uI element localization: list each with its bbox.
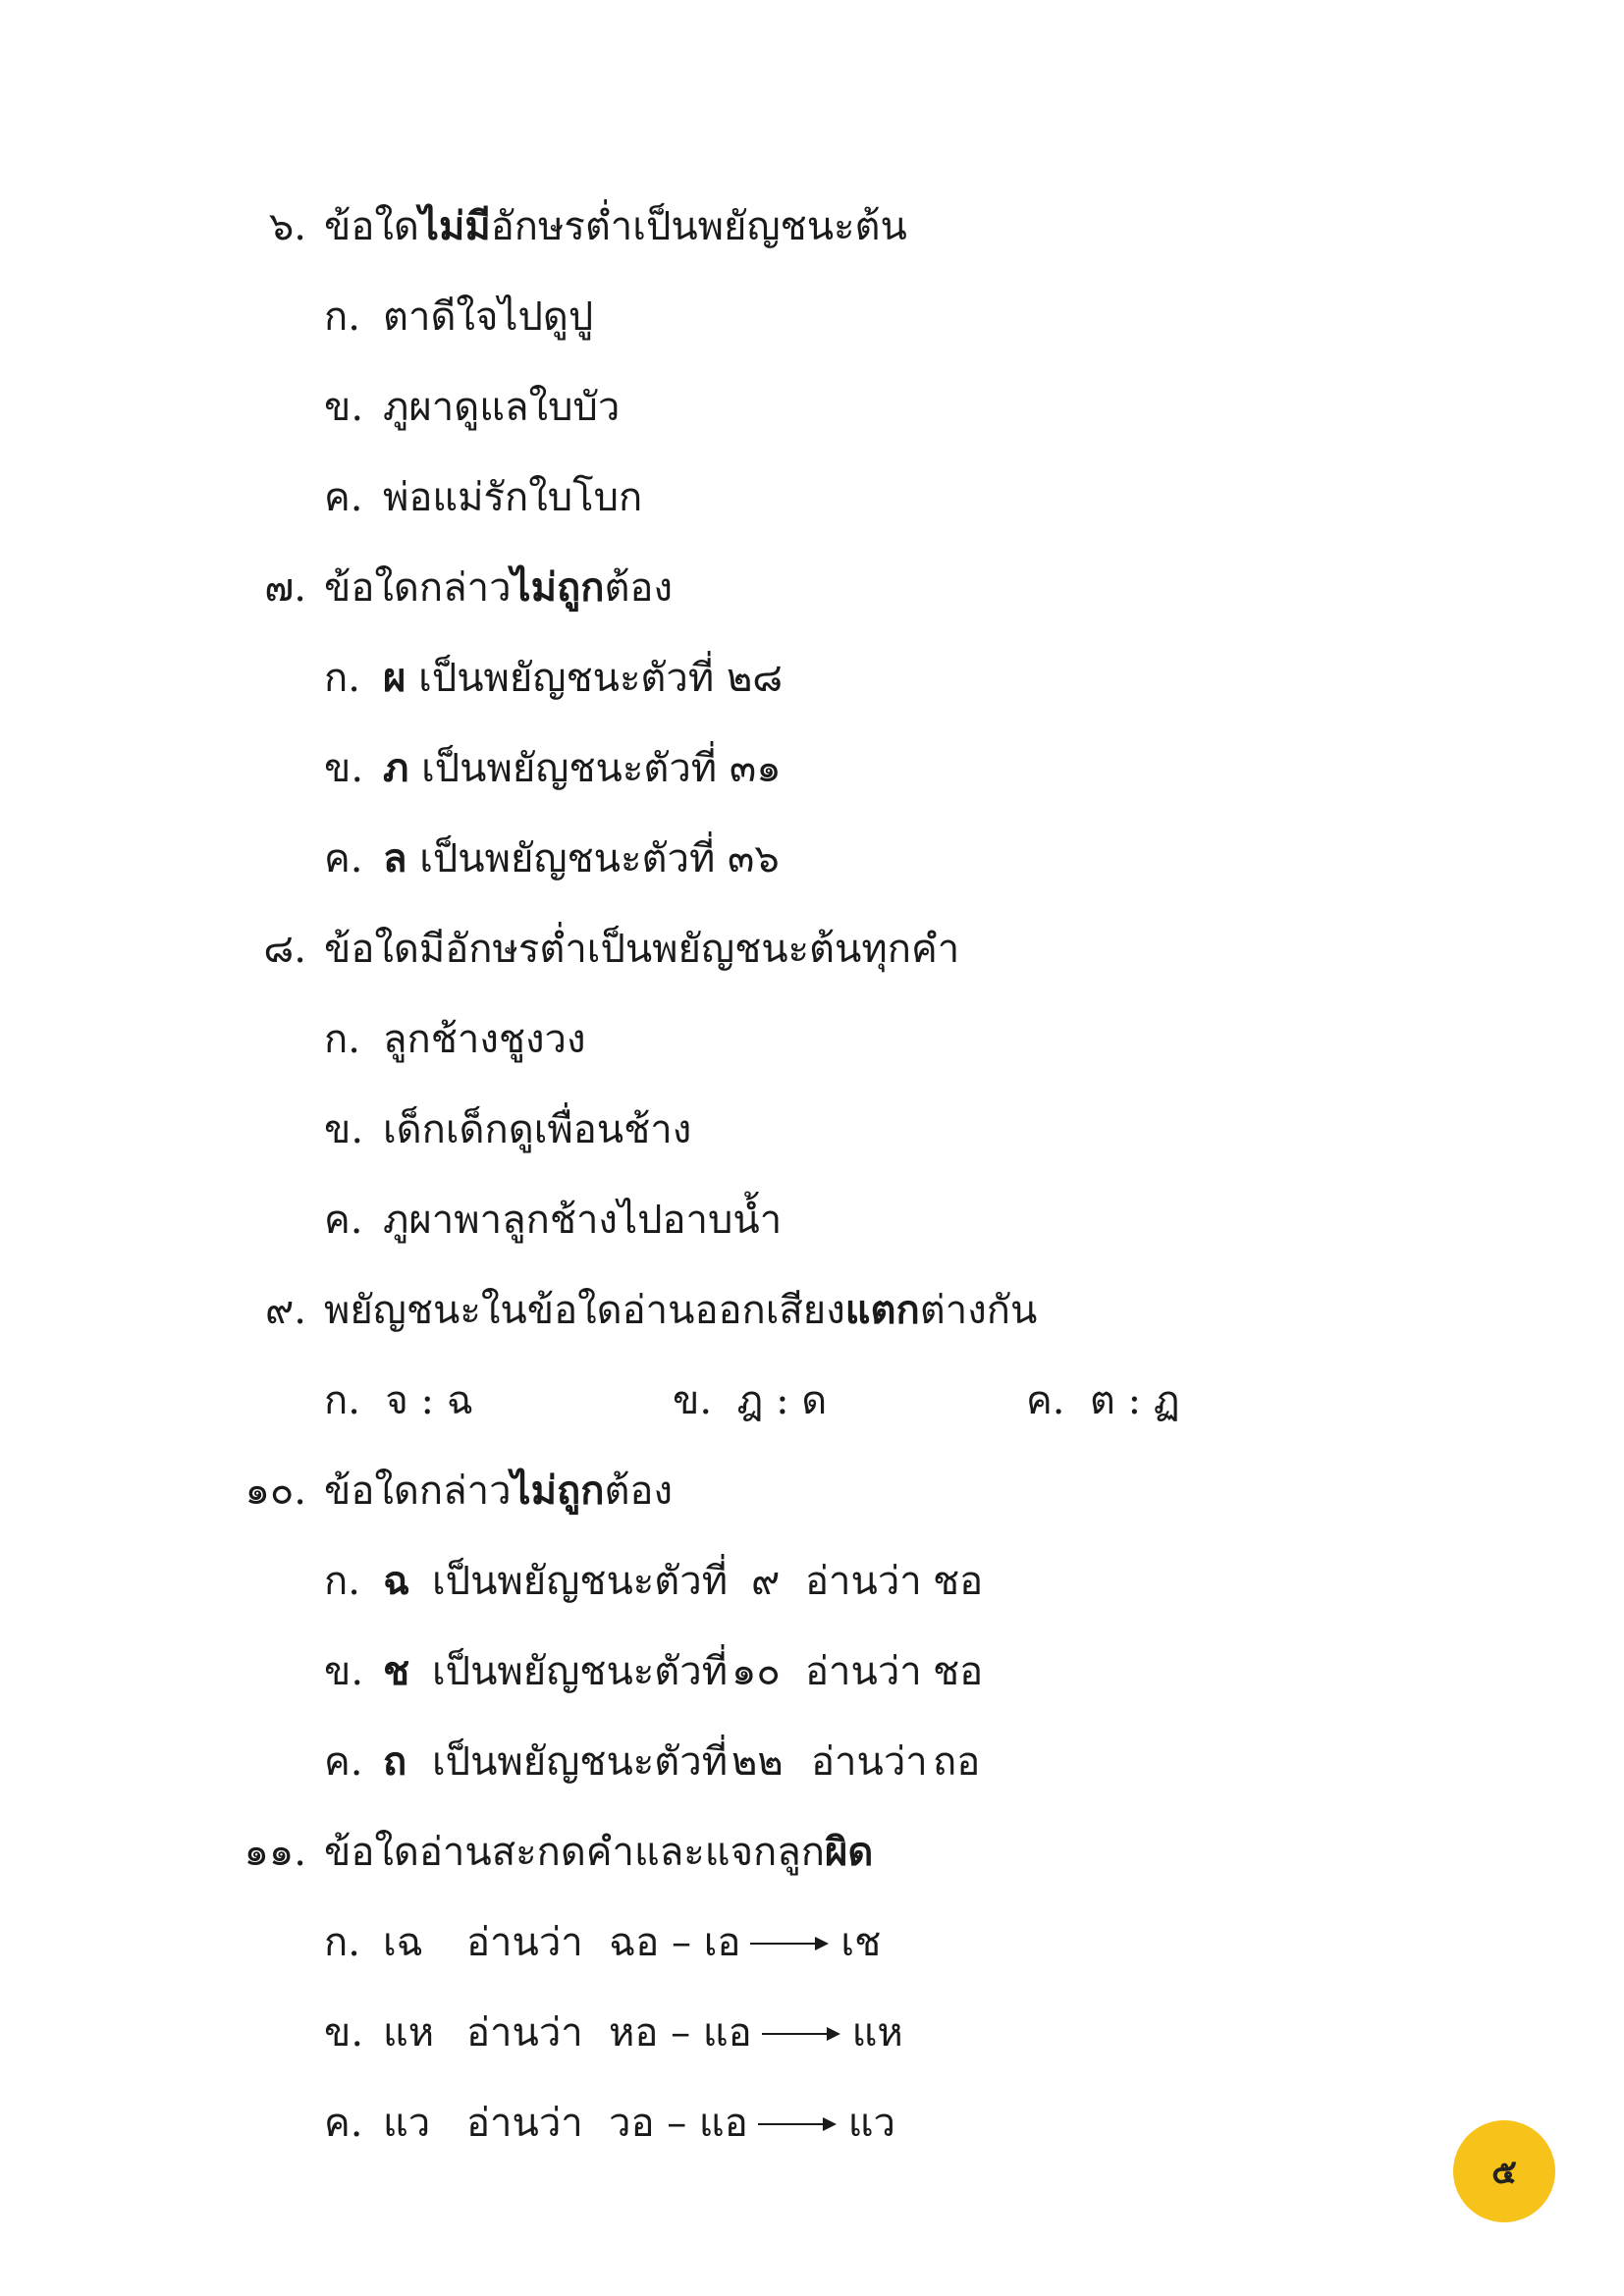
option-word: แว	[383, 2101, 431, 2146]
option-say: อ่านว่า	[805, 1649, 922, 1694]
option-letter: ก.	[324, 1920, 360, 1965]
option-reading: ชอ	[933, 1559, 984, 1604]
option-letter: ข.	[324, 2010, 364, 2056]
option-letter: ค.	[324, 2101, 363, 2146]
option-text: พ่อแม่รักใบโบก	[383, 475, 643, 520]
option-letter: ข.	[324, 746, 364, 791]
option-text: ฎ : ด	[736, 1378, 828, 1423]
question-number: ๖.	[268, 204, 306, 249]
option-letter: ค.	[324, 1739, 363, 1785]
option-letter: ข.	[324, 1649, 364, 1694]
option-letter: ค.	[324, 475, 363, 520]
option-number: ๑๐	[731, 1649, 781, 1694]
option-word: เฉ	[383, 1920, 423, 1965]
option-letter: ก.	[324, 1559, 360, 1604]
question-text: ข้อใดกล่าวไม่ถูกต้อง	[324, 1468, 673, 1514]
option-text: ตาดีใจไปดูปู	[383, 294, 594, 340]
option-letter-char: ฉ	[383, 1558, 410, 1604]
option	[1026, 1376, 1180, 1425]
option-letter: ข.	[673, 1378, 713, 1423]
option-say: อ่านว่า	[466, 2101, 583, 2146]
option-reading: ชอ	[933, 1649, 984, 1694]
question-number: ๑๑.	[244, 1830, 306, 1875]
option-text: ภูผาพาลูกช้างไปอาบน้ำ	[383, 1198, 783, 1243]
arrow-right-icon	[758, 2123, 835, 2125]
option-say: อ่านว่า	[805, 1559, 922, 1604]
option-spelling: หอ – แอ แห	[609, 2010, 903, 2056]
option-word: แห	[383, 2010, 435, 2056]
option-text: ผ เป็นพยัญชนะตัวที่ ๒๘	[383, 655, 784, 701]
option-text: เป็นพยัญชนะตัวที่	[432, 1739, 729, 1785]
option-spelling: วอ – แอ แว	[609, 2101, 895, 2146]
option-letter: ข.	[324, 385, 364, 430]
option-text: เป็นพยัญชนะตัวที่	[432, 1649, 729, 1694]
option-number: ๒๒	[731, 1739, 784, 1785]
question-number: ๗.	[264, 565, 306, 611]
option-say: อ่านว่า	[811, 1739, 928, 1785]
option-text: ภูผาดูแลใบบัว	[383, 385, 621, 430]
question-number: ๑๐.	[244, 1468, 306, 1514]
option-letter: ค.	[324, 836, 363, 881]
option-letter: ก.	[324, 1378, 360, 1423]
option-letter: ก.	[324, 294, 360, 340]
option-letter: ค.	[324, 1198, 363, 1243]
option-text: ล เป็นพยัญชนะตัวที่ ๓๖	[383, 835, 780, 881]
question-number: ๙.	[264, 1288, 306, 1333]
option	[324, 1376, 473, 1425]
arrow-right-icon	[750, 1943, 827, 1945]
page-number: ๕	[1491, 2153, 1517, 2192]
option-number: ๙	[751, 1559, 781, 1604]
option-text: ต : ฏ	[1089, 1378, 1180, 1423]
option-reading: ถอ	[933, 1739, 981, 1785]
option-say: อ่านว่า	[466, 2010, 583, 2056]
question-text: ข้อใดมีอักษรต่ำเป็นพยัญชนะต้นทุกคำ	[324, 927, 960, 972]
option	[673, 1376, 827, 1425]
option-letter: ก.	[324, 656, 360, 701]
arrow-right-icon	[762, 2033, 839, 2035]
option-say: อ่านว่า	[466, 1920, 583, 1965]
option-letter-char: ถ	[383, 1738, 407, 1785]
question-text: ข้อใดไม่มีอักษรต่ำเป็นพยัญชนะต้น	[324, 203, 907, 249]
page-number-badge	[1453, 2120, 1555, 2222]
option-text: ลูกช้างชูงวง	[383, 1017, 586, 1062]
option-letter: ค.	[1026, 1378, 1065, 1423]
option-text: เป็นพยัญชนะตัวที่	[432, 1559, 729, 1604]
question-text: พยัญชนะในข้อใดอ่านออกเสียงแตกต่างกัน	[324, 1287, 1038, 1333]
question-number: ๘.	[263, 927, 306, 972]
question-text: ข้อใดอ่านสะกดคำและแจกลูกผิด	[324, 1829, 874, 1875]
option-text: ภ เป็นพยัญชนะตัวที่ ๓๑	[383, 745, 782, 791]
option-text: เด็กเด็กดูเพื่อนช้าง	[383, 1107, 692, 1152]
option-letter-char: ช	[383, 1648, 410, 1694]
option-letter: ก.	[324, 1017, 360, 1062]
option-spelling: ฉอ – เอ เช	[609, 1920, 882, 1965]
option-text: จ : ฉ	[385, 1378, 473, 1423]
question-text: ข้อใดกล่าวไม่ถูกต้อง	[324, 564, 673, 611]
option-letter: ข.	[324, 1107, 364, 1152]
